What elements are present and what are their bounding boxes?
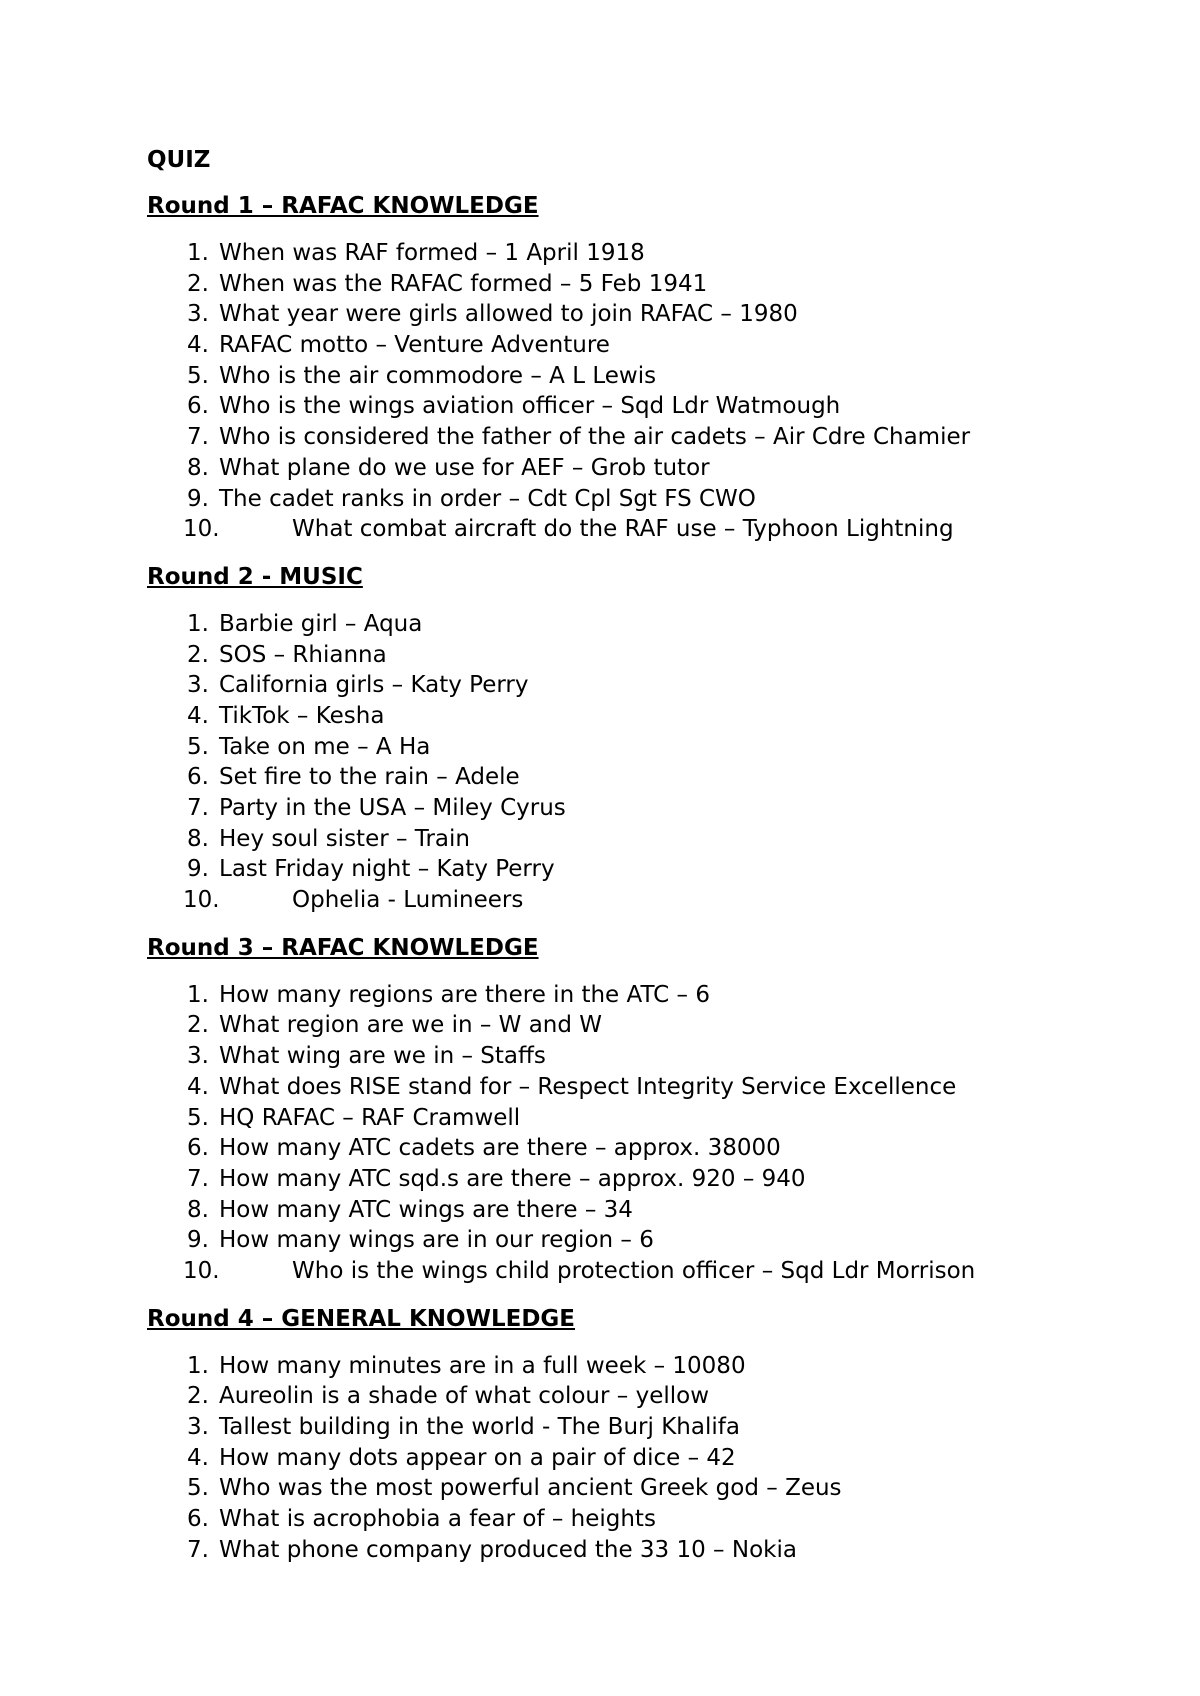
question-item: [147, 238, 1147, 269]
question-text: How many minutes are in a full week – 10080: [219, 1352, 746, 1379]
round-section: [147, 563, 1147, 916]
question-item: [147, 1443, 1147, 1474]
question-list: [147, 238, 1147, 545]
question-item: [147, 1412, 1147, 1443]
question-text: How many ATC sqd.s are there – approx. 920 – 940: [219, 1165, 806, 1192]
round-heading: Round 3 – RAFAC KNOWLEDGE: [147, 934, 539, 961]
question-item: [147, 762, 1147, 793]
question-number: 1.: [187, 240, 209, 266]
question-text: What phone company produced the 33 10 – Nokia: [219, 1536, 797, 1563]
question-item: [147, 609, 1147, 640]
question-number: 10.: [183, 516, 220, 543]
question-number: 8.: [187, 454, 209, 481]
rounds-container: [147, 192, 1147, 1565]
question-list: [147, 609, 1147, 916]
question-item: [147, 1164, 1147, 1195]
question-text: How many regions are there in the ATC – 6: [219, 981, 710, 1008]
question-number: 9.: [187, 1227, 209, 1254]
question-text: How many ATC cadets are there – approx. 38000: [219, 1135, 781, 1162]
question-text: What combat aircraft do the RAF use – Typhoon Lightning: [292, 516, 954, 543]
question-item: [147, 854, 1147, 885]
question-text: Party in the USA – Miley Cyrus: [219, 795, 566, 821]
question-text: SOS – Rhianna: [219, 641, 387, 668]
question-list: [147, 980, 1147, 1287]
question-item: [147, 1010, 1147, 1041]
question-text: When was the RAFAC formed – 5 Feb 1941: [219, 270, 708, 297]
document-title: QUIZ: [147, 147, 211, 173]
question-number: 4.: [187, 702, 209, 729]
question-number: 6.: [187, 1135, 209, 1162]
question-item: [147, 361, 1147, 392]
question-text: What region are we in – W and W: [219, 1012, 603, 1039]
question-number: 6.: [187, 1506, 209, 1533]
question-item: [147, 1351, 1147, 1382]
question-item: [147, 514, 1147, 545]
round-heading: Round 2 - MUSIC: [147, 563, 363, 590]
question-number: 1.: [187, 1352, 209, 1379]
question-number: 7.: [187, 1165, 209, 1192]
question-number: 5.: [187, 1475, 209, 1502]
question-text: How many ATC wings are there – 34: [219, 1196, 633, 1223]
question-text: California girls – Katy Perry: [219, 672, 529, 699]
question-number: 2.: [187, 1012, 209, 1039]
question-item: [147, 793, 1147, 824]
question-item: [147, 1195, 1147, 1226]
question-text: What is acrophobia a fear of – heights: [219, 1506, 656, 1533]
question-item: [147, 732, 1147, 763]
question-number: 2.: [187, 270, 209, 297]
question-text: Who was the most powerful ancient Greek god – Zeus: [219, 1475, 842, 1502]
question-text: Ophelia - Lumineers: [292, 887, 524, 914]
question-item: [147, 1256, 1147, 1287]
question-text: Set fire to the rain – Adele: [219, 764, 520, 791]
question-number: 9.: [187, 485, 209, 512]
question-number: 8.: [187, 1196, 209, 1223]
question-item: [147, 1225, 1147, 1256]
question-number: 7.: [187, 424, 209, 451]
question-number: 4.: [187, 1444, 209, 1471]
question-list: [147, 1351, 1147, 1566]
question-item: [147, 980, 1147, 1011]
question-item: [147, 269, 1147, 300]
question-text: Hey soul sister – Train: [219, 825, 470, 852]
question-item: [147, 453, 1147, 484]
question-text: RAFAC motto – Venture Adventure: [219, 332, 610, 359]
question-item: [147, 1535, 1147, 1566]
question-text: How many dots appear on a pair of dice – 42: [219, 1444, 736, 1471]
question-text: Last Friday night – Katy Perry: [219, 856, 555, 883]
question-item: [147, 1473, 1147, 1504]
question-number: 5.: [187, 362, 209, 389]
question-item: [147, 670, 1147, 701]
question-item: [147, 640, 1147, 671]
question-item: [147, 330, 1147, 361]
question-text: How many wings are in our region – 6: [219, 1227, 654, 1254]
question-number: 1.: [187, 981, 209, 1008]
question-text: Take on me – A Ha: [219, 733, 431, 760]
question-text: What does RISE stand for – Respect Integrity Service Excellence: [219, 1073, 957, 1100]
question-number: 1.: [187, 610, 209, 637]
question-item: [147, 422, 1147, 453]
question-text: What wing are we in – Staffs: [219, 1043, 546, 1070]
question-number: 10.: [183, 887, 220, 914]
question-number: 4.: [187, 332, 209, 359]
round-section: [147, 192, 1147, 545]
question-number: 5.: [187, 733, 209, 760]
question-number: 3.: [187, 672, 209, 699]
question-item: [147, 1103, 1147, 1134]
question-text: The cadet ranks in order – Cdt Cpl Sgt FS CWO: [219, 485, 756, 512]
question-text: Who is the wings child protection officer – Sqd Ldr Morrison: [292, 1257, 976, 1284]
question-number: 7.: [187, 795, 209, 821]
question-item: [147, 391, 1147, 422]
round-heading: Round 4 – GENERAL KNOWLEDGE: [147, 1305, 576, 1332]
question-number: 3.: [187, 1043, 209, 1070]
question-item: [147, 1072, 1147, 1103]
question-text: HQ RAFAC – RAF Cramwell: [219, 1104, 521, 1131]
question-item: [147, 484, 1147, 515]
question-number: 2.: [187, 641, 209, 668]
question-number: 4.: [187, 1073, 209, 1100]
question-text: Who is considered the father of the air cadets – Air Cdre Chamier: [219, 424, 971, 451]
question-text: When was RAF formed – 1 April 1918: [219, 240, 645, 266]
question-number: 6.: [187, 393, 209, 420]
question-item: [147, 824, 1147, 855]
question-item: [147, 1504, 1147, 1535]
question-number: 2.: [187, 1383, 209, 1410]
question-text: Who is the wings aviation officer – Sqd Ldr Watmough: [219, 393, 841, 420]
question-number: 3.: [187, 1414, 209, 1440]
quiz-document: [147, 146, 1147, 1583]
question-text: Who is the air commodore – A L Lewis: [219, 362, 657, 389]
round-section: [147, 934, 1147, 1287]
question-item: [147, 1381, 1147, 1412]
question-item: [147, 1133, 1147, 1164]
question-number: 5.: [187, 1104, 209, 1131]
question-number: 9.: [187, 856, 209, 883]
question-number: 8.: [187, 825, 209, 852]
question-item: [147, 299, 1147, 330]
round-section: [147, 1305, 1147, 1566]
question-item: [147, 1041, 1147, 1072]
question-item: [147, 885, 1147, 916]
question-text: Tallest building in the world - The Burj Khalifa: [219, 1414, 740, 1440]
question-number: 3.: [187, 301, 209, 328]
question-number: 6.: [187, 764, 209, 791]
round-heading: Round 1 – RAFAC KNOWLEDGE: [147, 193, 539, 219]
question-number: 7.: [187, 1536, 209, 1563]
question-text: Barbie girl – Aqua: [219, 610, 423, 637]
question-text: What plane do we use for AEF – Grob tutor: [219, 454, 710, 481]
question-text: Aureolin is a shade of what colour – yellow: [219, 1383, 710, 1410]
question-text: What year were girls allowed to join RAFAC – 1980: [219, 301, 798, 328]
question-item: [147, 701, 1147, 732]
question-number: 10.: [183, 1257, 220, 1284]
question-text: TikTok – Kesha: [219, 702, 385, 729]
